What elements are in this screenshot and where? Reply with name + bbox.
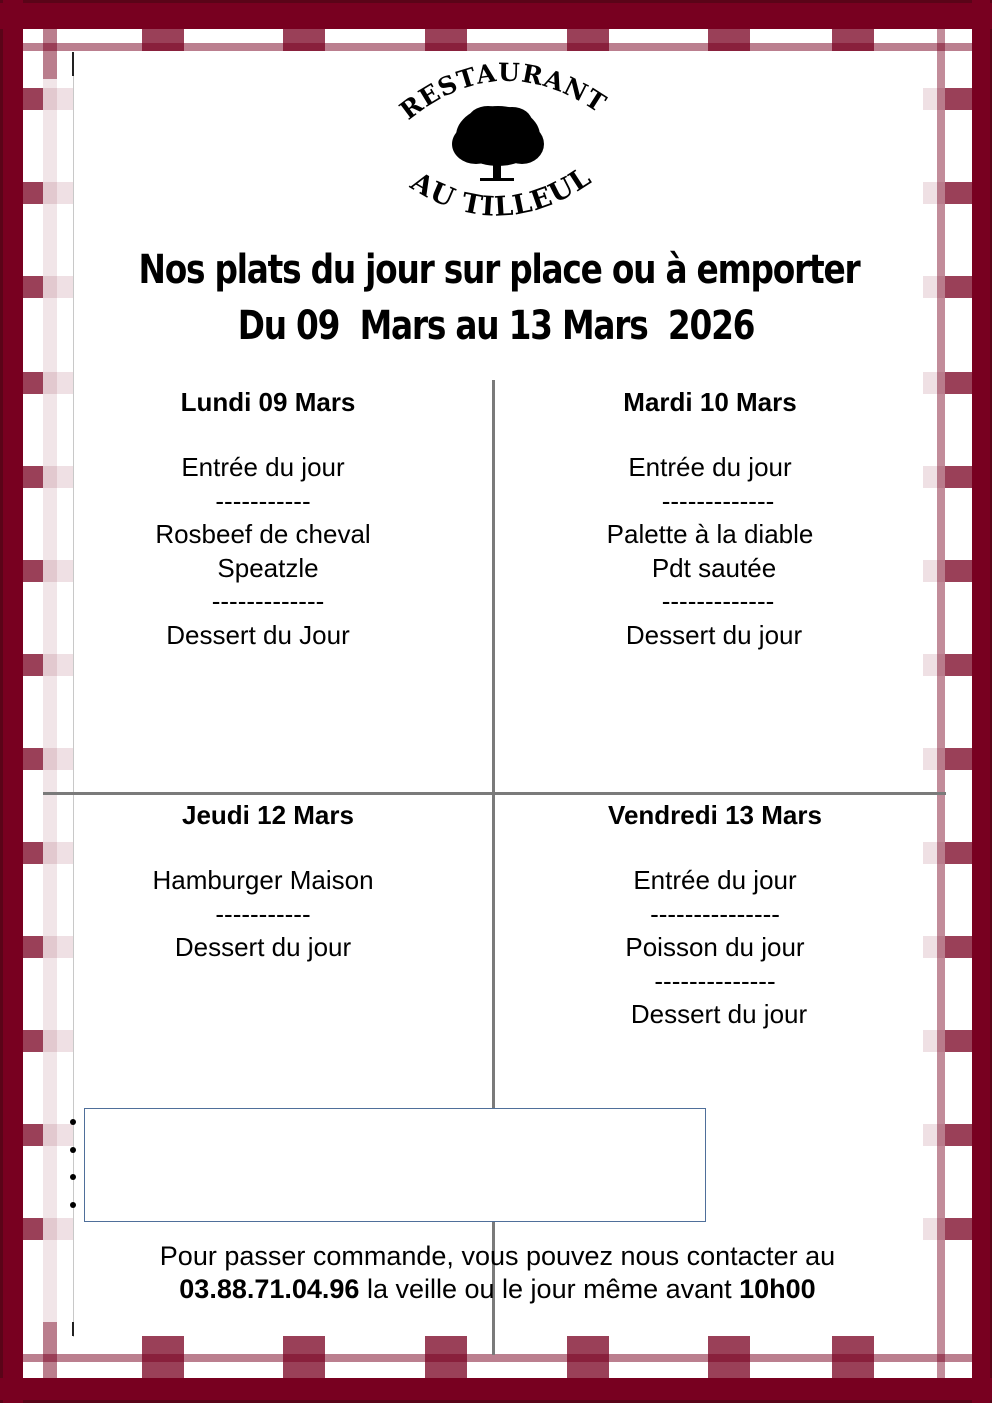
gingham-square: [945, 372, 972, 394]
gingham-square-faded: [923, 1218, 945, 1240]
menu-item: Dessert du jour: [625, 619, 803, 650]
gingham-square: [23, 276, 43, 298]
page-margin-guide: [73, 52, 74, 1337]
menu-item: Dessert du jour: [630, 999, 808, 1029]
logo-bottom-text: AU TILLEUL: [405, 161, 598, 223]
gingham-square: [832, 29, 874, 51]
gingham-square: [425, 29, 467, 51]
menu-item: Dessert du jour: [174, 932, 352, 962]
gingham-square-faded: [43, 1218, 73, 1240]
order-info-line-1: Pour passer commande, vous pouvez nous contacter au: [159, 1241, 836, 1271]
gingham-square: [142, 29, 184, 51]
menu-separator: -----------: [215, 898, 311, 929]
menu-separator: ---------------: [650, 898, 780, 929]
gingham-square: [708, 29, 750, 51]
gingham-square: [832, 1336, 874, 1378]
menu-item: Palette à la diable: [606, 519, 814, 549]
grid-divider-horizontal: [43, 792, 946, 795]
gingham-square: [567, 1336, 609, 1378]
border-stripe-left-corner-top: [43, 29, 57, 79]
gingham-square: [945, 466, 972, 488]
gingham-square: [945, 936, 972, 958]
order-info-text: la veille ou le jour même avant: [359, 1274, 740, 1304]
menu-item: Rosbeef de cheval: [155, 519, 371, 549]
bullet-point: [70, 1202, 76, 1208]
border-bottom-band: [0, 1378, 992, 1400]
menu-separator: -------------: [211, 586, 325, 616]
empty-text-box[interactable]: [84, 1108, 706, 1222]
day-title: Mardi 10 Mars: [623, 387, 797, 417]
bullet-point: [70, 1147, 76, 1153]
restaurant-logo: [380, 58, 620, 228]
gingham-square: [708, 1336, 750, 1378]
gingham-square-faded: [923, 372, 945, 394]
order-info: [60, 1240, 935, 1306]
gingham-square: [23, 88, 43, 110]
gingham-square: [945, 1218, 972, 1240]
gingham-square-faded: [43, 276, 73, 298]
menu-item: Entrée du jour: [633, 865, 797, 895]
border-top-band: [0, 3, 992, 29]
gingham-square: [283, 1336, 325, 1378]
gingham-square-faded: [923, 1030, 945, 1052]
gingham-square: [945, 1030, 972, 1052]
day-title: Vendredi 13 Mars: [608, 800, 822, 830]
border-stripe-left-corner-bottom: [43, 1322, 57, 1378]
menu-separator: -------------: [661, 586, 775, 616]
gingham-square: [945, 276, 972, 298]
gingham-square: [23, 560, 43, 582]
menu-item: Poisson du jour: [625, 932, 805, 962]
page-headline: [138, 242, 860, 354]
day-menu-tuesday: [500, 387, 920, 652]
logo-top-text: RESTAURANT: [394, 58, 612, 126]
border-left-band: [3, 0, 23, 1403]
menu-item: Entrée du jour: [628, 452, 792, 482]
gingham-square: [23, 936, 43, 958]
day-title: Jeudi 12 Mars: [182, 800, 354, 830]
gingham-square-faded: [923, 88, 945, 110]
border-stripe-right: [937, 29, 945, 1378]
gingham-square: [23, 1218, 43, 1240]
menu-separator: -----------: [215, 485, 311, 516]
day-menu-thursday: [58, 800, 478, 965]
gingham-square: [945, 842, 972, 864]
gingham-square-faded: [923, 1124, 945, 1146]
gingham-square: [23, 182, 43, 204]
gingham-square-faded: [923, 560, 945, 582]
day-menu-friday: [500, 800, 930, 1032]
gingham-square: [945, 1124, 972, 1146]
menu-item: Dessert du Jour: [166, 619, 350, 650]
gingham-square: [945, 182, 972, 204]
order-info-line-2: [60, 1273, 935, 1306]
gingham-square: [283, 29, 325, 51]
gingham-square: [23, 372, 43, 394]
gingham-square: [567, 29, 609, 51]
gingham-square-faded: [43, 654, 73, 676]
bullet-point: [70, 1174, 76, 1180]
bullet-point: [70, 1119, 76, 1125]
menu-item: Hamburger Maison: [152, 865, 374, 895]
margin-corner-mark: [72, 1322, 74, 1336]
tree-icon: [380, 58, 620, 228]
border-stripe-left: [43, 29, 57, 1378]
gingham-square: [23, 1124, 43, 1146]
order-deadline: 10h00: [739, 1274, 816, 1304]
day-title: Lundi 09 Mars: [180, 387, 356, 417]
gingham-square: [945, 88, 972, 110]
headline-line-2: Du 09 Mars au 13 Mars 2026: [237, 303, 755, 349]
day-menu-monday: [58, 387, 478, 652]
headline-line-1: Nos plats du jour sur place ou à emporter: [138, 247, 860, 293]
gingham-square-faded: [43, 1030, 73, 1052]
gingham-square-faded: [923, 748, 945, 770]
menu-item: Entrée du jour: [181, 452, 345, 482]
border-right-band: [972, 0, 990, 1403]
phone-number: 03.88.71.04.96: [179, 1274, 360, 1304]
gingham-square: [945, 748, 972, 770]
gingham-square: [23, 1030, 43, 1052]
menu-item: Speatzle: [217, 552, 319, 583]
gingham-square: [23, 748, 43, 770]
gingham-square-faded: [923, 182, 945, 204]
gingham-square-faded: [43, 182, 73, 204]
gingham-square: [425, 1336, 467, 1378]
gingham-square-faded: [43, 748, 73, 770]
gingham-square-faded: [43, 88, 73, 110]
gingham-square: [945, 654, 972, 676]
menu-separator: -------------: [661, 485, 775, 516]
gingham-square-faded: [923, 654, 945, 676]
gingham-square: [142, 1336, 184, 1378]
menu-item: Pdt sautée: [651, 552, 777, 583]
gingham-square-faded: [43, 1124, 73, 1146]
gingham-square-faded: [923, 466, 945, 488]
gingham-square: [23, 842, 43, 864]
gingham-square: [23, 654, 43, 676]
gingham-square: [23, 466, 43, 488]
margin-corner-mark: [72, 52, 74, 76]
gingham-square: [945, 560, 972, 582]
gingham-square-faded: [923, 276, 945, 298]
menu-separator: --------------: [654, 965, 776, 996]
